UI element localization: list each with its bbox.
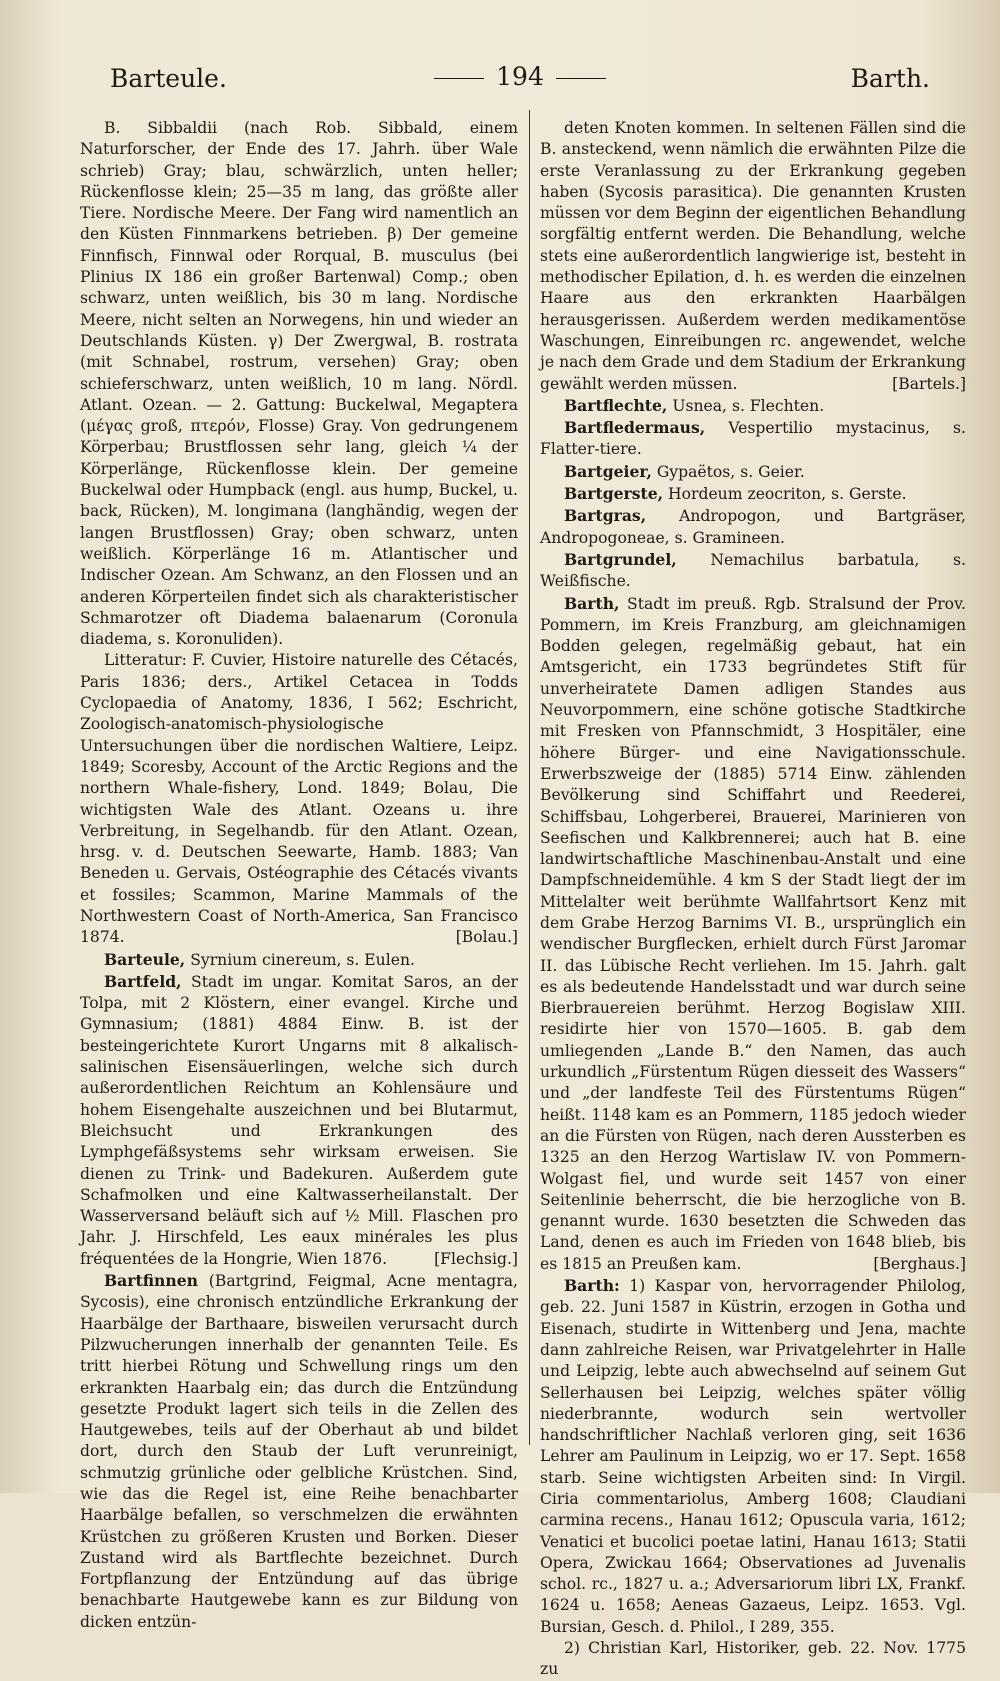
entry-text: Hordeum zeocriton, s. Gerste. xyxy=(663,485,907,504)
entry-headword: Barth, xyxy=(564,593,620,613)
article-paragraph xyxy=(540,1638,966,1681)
article-paragraph xyxy=(80,971,518,1270)
article-paragraph xyxy=(80,650,518,948)
article-paragraph xyxy=(540,593,966,1276)
entry-text: Andropogon, und Bartgräser, Andropogoneae, s. Gramineen. xyxy=(540,507,966,547)
running-header xyxy=(110,60,930,100)
author-signature: [Flechsig.] xyxy=(434,1249,518,1268)
entry-text: B. Sibbaldii (nach Rob. Sibbald, einem Naturforscher, der Ende des 17. Jahrh. über Wale schrieb) Gray; blau, schwärzlich, unten heller; Rückenflosse klein; 25—35 m lang, das größte aller Tiere. Nordische Meere. Der Fang wird namentlich an den Küsten Finnmarkens betrieben. β) Der gemeine Finnfisch, Finnwal oder Rorqual, B. musculus (bei Plinius IX 186 ein großer Bartenwal) Comp.; oben schwarz, unten weißlich, bis 30 m lang. Nordische Meere, nicht selten an Norwegens, hin und wieder an Deutschlands Küsten. γ) Der Zwergwal, B. rostrata (mit Schnabel, rostrum, versehen) Gray; oben schieferschwarz, unten weißlich, 10 m lang. Nördl. Atlant. Ozean. — 2. Gattung: Buckelwal, Megaptera (μέγας groß, πτερόν, Flosse) Gray. Von gedrungenem Körperbau; Brustflossen sehr lang, gleich ¼ der Körperlänge, Rückenflosse klein. Der gemeine Buckelwal oder Humpback (engl. aus hump, Buckel, u. back, Rücken), M. longimana (langhändig, wegen der langen Brustflossen) Gray; oben schwarz, unten weißlich. Körperlänge 16 m. Atlantischer und Indischer Ozean. Am Schwanz, an den Flossen und an anderen Körperteilen findet sich als charakteristischer Schmarotzer oft Diadema balaenarum (Coronula diadema, s. Koronuliden). xyxy=(80,119,518,649)
entry-text: Nemachilus barbatula, s. Weißfische. xyxy=(540,550,966,591)
entry-headword: Bartgerste, xyxy=(564,484,664,504)
article-paragraph xyxy=(540,395,966,417)
page-number-text: 194 xyxy=(496,62,544,91)
article-paragraph xyxy=(540,118,966,395)
header-dash-left xyxy=(434,78,484,79)
entry-text: Stadt im ungar. Komitat Saros, an der Tolpa, mit 2 Klöstern, einer evangel. Kirche und Gymnasium; (1881) 4884 Einw. B. ist der besteingerichtete Kurort Ungarns mit 8 alkalisch-salinischen Eisensäuerlingen, welche sich durch außerordentlichen Reichtum an Kohlensäure und hohem Eisengehalte auszeichnen und bei Blutarmut, Bleichsucht und Erkrankungen des Lymphgefäßsystems sehr wirksam erweisen. Sie dienen zu Trink- und Badekuren. Außerdem gute Schafmolken und eine Kaltwasserheilanstalt. Der Wasserversand beläuft sich auf ½ Mill. Flaschen pro Jahr. J. Hirschfeld, Les eaux minérales les plus fréquentées de la Hongrie, Wien 1876. xyxy=(80,972,518,1268)
header-dash-right xyxy=(556,78,606,79)
entry-text: 1) Kaspar von, hervorragender Philolog, geb. 22. Juni 1587 in Küstrin, erzogen in Gotha und Eisenach, studirte in Wittenberg und Jena, machte dann zahlreiche Reisen, war Privatgelehrter in Halle und Leipzig, lebte auch abwechselnd auf seinem Gut Sellerhausen bei Leipzig, welches später völlig niederbrannte, wodurch sein wertvoller handschriftlicher Nachlaß verloren ging, seit 1636 Lehrer am Paulinum in Leipzig, wo er 17. Sept. 1658 starb. Seine wichtigsten Arbeiten sind: In Virgil. Ciria commentariolus, Amberg 1608; Claudiani carmina recens., Hanau 1612; Opuscula varia, 1612; Venatici et bucolici poetae latini, Hanau 1613; Statii Opera, Zwickau 1664; Observationes ad Juvenalis schol. rc., 1827 u. a.; Adversariorum libri LX, Frankf. 1624 u. 1658; Aeneas Gazaeus, Leipz. 1653. Vgl. Bursian, Gesch. d. Philol., I 289, 355. xyxy=(540,1277,966,1636)
entry-text: (Bartgrind, Feigmal, Acne mentagra, Sycosis), eine chronisch entzündliche Erkrankung der Haarbälge der Barthaare, bisweilen verursacht durch Pilzwucherungen innerhalb der genannten Teile. Es tritt hierbei Rötung und Schwellung rings um den erkrankten Haarbalg ein; das durch die Entzündung gesetzte Produkt lagert sich teils in die Zellen des Hautgewebes, teils auf der Oberhaut ab und bildet dort, durch den Staub der Luft verunreinigt, schmutzig grünliche oder gelbliche Krüstchen. Sind, wie das die Regel ist, eine Reihe benachbarter Haarbälge befallen, so verschmelzen die erwähnten Krüstchen zu größeren Krusten und Borken. Dieser Zustand wird als Bartflechte bezeichnet. Durch Fortpflanzung der Entzündung auf das übrige benachbarte Hautgewebe kann es zur Bildung von dicken entzün- xyxy=(80,1272,518,1631)
entry-text: Litteratur: F. Cuvier, Histoire naturelle des Cétacés, Paris 1836; ders., Artikel Cetacea in Todds Cyclopaedia of Anatomy, 1836, I 562; Eschricht, Zoologisch-anatomisch-physiologische Untersuchungen über die nordischen Waltiere, Leipz. 1849; Scoresby, Account of the Arctic Regions and the northern Whale-fishery, Lond. 1849; Bolau, Die wichtigsten Wale des Atlant. Ozeans u. ihre Verbreitung, in Segelhandb. für den Atlant. Ozean, hrsg. v. d. Deutschen Seewarte, Hamb. 1883; Van Beneden u. Gervais, Ostéographie des Cétacés vivants et fossiles; Scammon, Marine Mammals of the Northwestern Coast of North-America, San Francisco 1874. xyxy=(80,651,518,947)
article-paragraph xyxy=(80,118,518,650)
entry-headword: Bartfledermaus, xyxy=(564,418,706,438)
author-signature: [Bolau.] xyxy=(455,928,518,947)
article-paragraph xyxy=(540,1275,966,1638)
article-paragraph xyxy=(80,1270,518,1633)
article-paragraph xyxy=(540,417,966,461)
entry-headword: Bartgras, xyxy=(564,506,647,526)
article-paragraph xyxy=(540,505,966,549)
entry-headword: Barteule, xyxy=(104,949,186,969)
article-paragraph xyxy=(540,549,966,593)
article-paragraph xyxy=(80,949,518,971)
entry-text: 2) Christian Karl, Historiker, geb. 22. Nov. 1775 zu xyxy=(540,1639,966,1679)
page-number xyxy=(110,62,930,91)
header-first-entry: Barteule. xyxy=(110,64,227,93)
header-last-entry: Barth. xyxy=(850,64,930,93)
right-column xyxy=(540,118,966,1679)
entry-headword: Bartflechte, xyxy=(564,395,668,415)
entry-text: Gypaëtos, s. Geier. xyxy=(651,462,805,481)
entry-headword: Bartfinnen xyxy=(104,1271,198,1291)
article-paragraph xyxy=(540,483,966,505)
entry-text: Stadt im preuß. Rgb. Stralsund der Prov. Pommern, im Kreis Franzburg, am gleichnamigen Bodden gelegen, regelmäßig gebaut, hat ein Amtsgericht, ein 1733 begründetes Stift für unverheiratete Damen adligen Standes aus Neuvorpommern, eine schöne gotische Stadtkirche mit Fresken von Pfannschmidt, 3 Hospitäler, eine höhere Bürger- und eine Navigationsschule. Erwerbszweige der (1885) 5714 Einw. zählenden Bevölkerung sind Schiffahrt und Reederei, Schiffsbau, Lohgerberei, Brauerei, Marinieren von Seefischen und Kalkbrennerei; auch hat B. eine landwirtschaftliche Maschinenbau-Anstalt und eine Dampfschneidemühle. 4 km S der Stadt liegt der im Mittelalter weit berühmte Wallfahrtsort Kenz mit dem Grabe Herzog Barnims VI. B., ursprünglich ein wendischer Burgflecken, erhielt durch Fürst Jaromar II. das Lübische Recht verliehen. Im 15. Jahrh. galt es als bedeutende Handelsstadt und war durch seine Bierbrauereien berühmt. Herzog Bogislaw XIII. residirte hier von 1570—1605. B. gab dem umliegenden „Lande B.“ den Namen, das auch urkundlich „Fürstentum Rügen diesseit des Wassers“ und „der landfeste Teil des Fürstentums Rügen“ heißt. 1148 kam es an Pommern, 1185 jedoch wieder an die Fürsten von Rügen, nach deren Aussterben es 1325 an den Herzog Wartislaw IV. von Pommern-Wolgast fiel, und wurde seit 1457 von einer Seitenlinie beherrscht, die bie herzogliche von B. genannt wurde. 1630 besetzten die Schweden das Land, denen es auch im Frieden von 1648 blieb, bis es 1815 an Preußen kam. xyxy=(540,594,966,1273)
entry-text: Vespertilio mystacinus, s. Flatter-tiere. xyxy=(540,419,966,459)
entry-text: Syrnium cinereum, s. Eulen. xyxy=(185,950,415,969)
entry-headword: Bartgeier, xyxy=(564,461,652,481)
entry-headword: Bartfeld, xyxy=(104,971,182,991)
article-paragraph xyxy=(540,461,966,483)
entry-headword: Bartgrundel, xyxy=(564,549,677,569)
author-signature: [Berghaus.] xyxy=(873,1254,966,1273)
entry-text: deten Knoten kommen. In seltenen Fällen sind die B. ansteckend, wenn nämlich die erwähnten Pilze die erste Veranlassung zu der Erkrankung gegeben haben (Sycosis parasitica). Die genannten Krusten müssen vor dem Beginn der eigentlichen Behandlung sorgfältig entfernt werden. Die Behandlung, welche stets eine außerordentlich langwierige ist, besteht in methodischer Epilation, d. h. es werden die einzelnen Haare aus den erkrankten Haarbälgen herausgerissen. Außerdem werden medikamentöse Waschungen, Einreibungen rc. angewendet, welche je nach dem Grade und dem Stadium der Erkrankung gewählt werden müssen. xyxy=(540,119,966,393)
column-divider xyxy=(529,110,530,1445)
author-signature: [Bartels.] xyxy=(892,374,966,393)
left-column xyxy=(80,118,518,1631)
entry-text: Usnea, s. Flechten. xyxy=(667,396,825,415)
entry-headword: Barth: xyxy=(564,1276,620,1296)
